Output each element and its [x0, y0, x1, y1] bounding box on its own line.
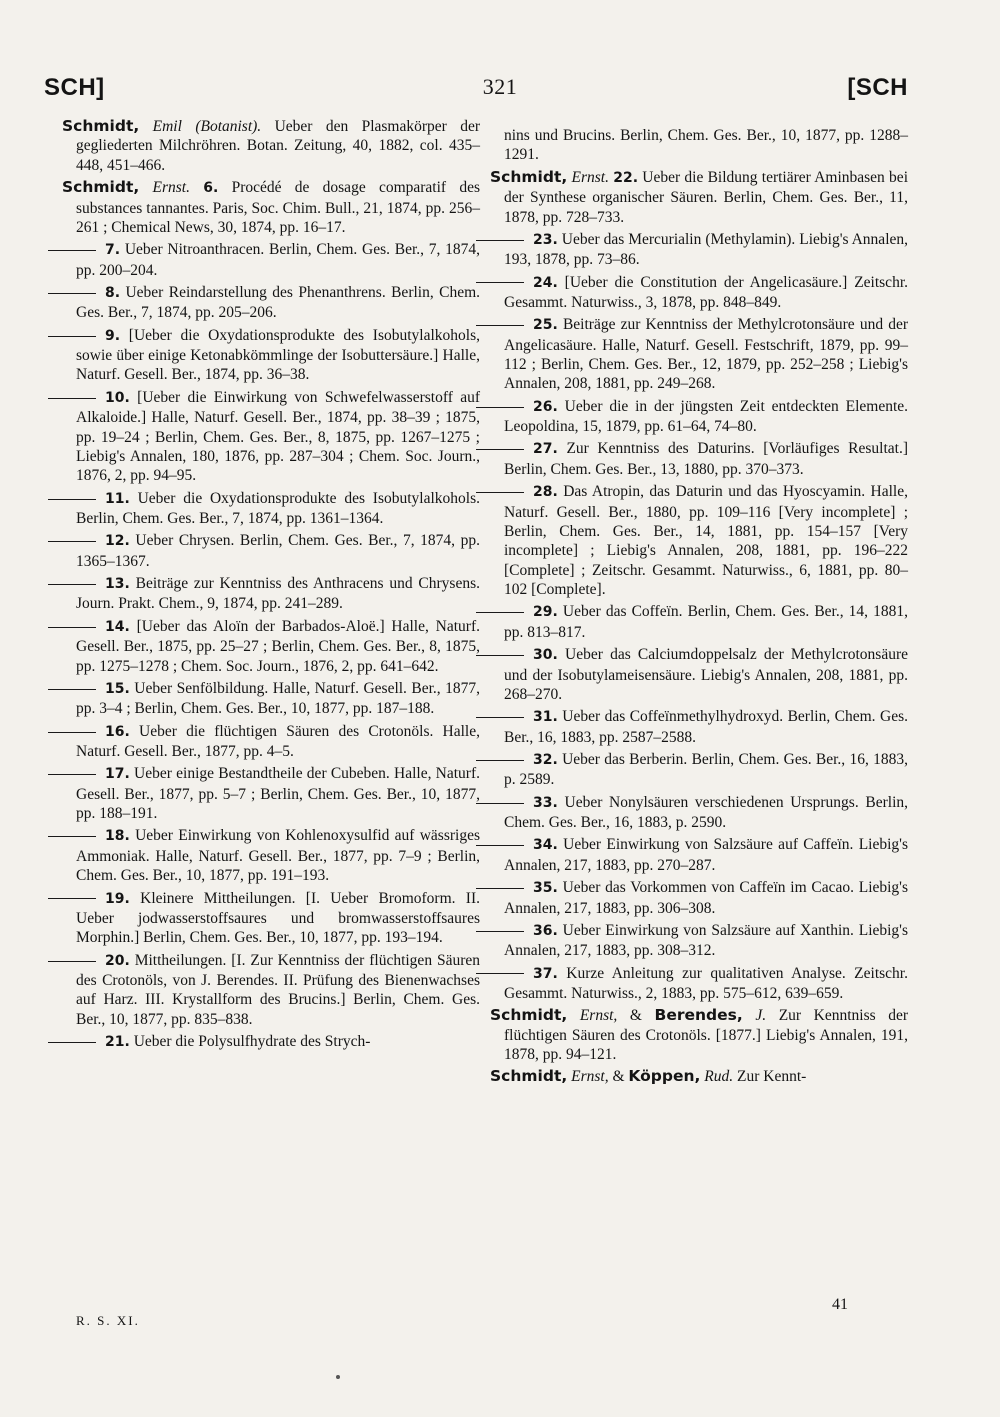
bibliography-entry [62, 617, 480, 676]
right-column [490, 126, 908, 1090]
page-number: 321 [482, 74, 518, 99]
bibliography-entry [490, 482, 908, 599]
ditto-dash [476, 973, 524, 974]
bibliography-entry [62, 764, 480, 823]
ditto-dash [476, 655, 524, 656]
ink-speck [336, 1375, 340, 1379]
entry-text: Ueber Einwirkung von Salzsäure auf Caffeïn. Liebig's Annalen, 217, 1883, pp. 270–287. [504, 836, 909, 874]
bibliography-entry [62, 489, 480, 529]
bibliography-entry [490, 645, 908, 704]
author-surname: Schmidt, [62, 178, 140, 197]
entry-number: 24. [533, 274, 558, 291]
bibliography-entry [62, 531, 480, 571]
ditto-dash [476, 449, 524, 450]
ditto-dash [476, 612, 524, 613]
author-entry [62, 117, 480, 175]
entry-number: 23. [533, 231, 558, 248]
entry-text: [Ueber das Aloïn der Barbados-Aloë.] Halle, Naturf. Gesell. Ber., 1875, pp. 25–27 ; Berlin, Chem. Ges. Ber., 8, 1875, pp. 1275–1278 ; Chem. Soc. Journ., 1876, 2, pp. 641–642. [76, 617, 481, 675]
coauthor-surname: Berendes, [654, 1006, 743, 1025]
entry-text: Ueber die in der jüngsten Zeit entdeckten Elemente. Leopoldina, 15, 1879, pp. 61–64, 74–80. [504, 397, 909, 436]
entry-number: 8. [105, 284, 121, 301]
bibliography-entry [62, 240, 480, 280]
bibliography-entry [62, 889, 480, 948]
bibliography-entry [490, 878, 908, 918]
bibliography-entry [62, 951, 480, 1030]
entry-number: 22. [613, 169, 639, 186]
author-entry [490, 1067, 908, 1086]
entry-text: Ueber das Vorkommen von Caffeïn im Cacao. Liebig's Annalen, 217, 1883, pp. 306–308. [504, 879, 909, 917]
ditto-dash [48, 499, 96, 500]
ditto-dash [476, 845, 524, 846]
ditto-dash [48, 293, 96, 294]
signature-mark: R. S. XI. [76, 1313, 140, 1328]
entry-text: Procédé de dosage comparatif des substances tannantes. Paris, Soc. Chim. Bull., 21, 1874, pp. 256–261 ; Chemical News, 30, 1874, pp. 16–17. [76, 179, 481, 236]
author-entry [62, 178, 480, 237]
bibliography-entry [62, 826, 480, 885]
entry-number: 9. [105, 327, 121, 344]
bibliography-entry [62, 722, 480, 762]
ditto-dash [48, 961, 96, 962]
ditto-dash [476, 888, 524, 889]
entry-number: 14. [105, 618, 130, 635]
bibliography-entry [490, 707, 908, 747]
author-surname: Schmidt, [490, 1067, 568, 1086]
bibliography-entry [490, 397, 908, 437]
entry-text: Ueber das Calciumdoppelsalz der Methylcrotonsäure und der Isobutylameisensäure. Liebig's Annalen, 208, 1881, pp. 268–270. [504, 646, 908, 703]
ampersand: & [612, 1068, 625, 1086]
ditto-dash [48, 1042, 96, 1043]
left-column [62, 117, 480, 1055]
bibliography-entry [62, 388, 480, 486]
entry-number: 35. [533, 880, 558, 897]
entry-number: 17. [105, 766, 130, 783]
ditto-dash [476, 492, 524, 493]
entry-number: 11. [105, 490, 130, 507]
entry-continuation [490, 126, 908, 165]
entry-text: Ueber Nonylsäuren verschiedenen Ursprungs. Berlin, Chem. Ges. Ber., 16, 1883, p. 2590. [504, 793, 909, 832]
author-surname: Schmidt, [490, 167, 568, 186]
entry-text: Ueber Einwirkung von Salzsäure auf Xanthin. Liebig's Annalen, 217, 1883, pp. 308–312. [504, 921, 909, 960]
entry-text: nins und Brucins. Berlin, Chem. Ges. Ber., 10, 1877, pp. 1288–1291. [504, 127, 908, 164]
author-entry [490, 168, 908, 227]
ditto-dash [48, 336, 96, 337]
entry-number: 27. [533, 441, 558, 458]
author-surname: Schmidt, [62, 117, 140, 135]
coauthor-given-name: Rud. [704, 1068, 734, 1086]
entry-text: Ueber das Coffeïn. Berlin, Chem. Ges. Ber., 14, 1881, pp. 813–817. [504, 603, 908, 641]
ditto-dash [476, 282, 524, 283]
ditto-dash [48, 584, 96, 585]
entry-number: 7. [105, 242, 121, 259]
entry-number: 16. [105, 723, 130, 740]
ditto-dash [48, 732, 96, 733]
entry-number: 19. [105, 890, 130, 907]
ditto-dash [48, 627, 96, 628]
entry-number: 6. [203, 180, 219, 197]
entry-number: 26. [533, 398, 558, 415]
bibliography-entry [490, 835, 908, 875]
entry-text: Ueber das Coffeïnmethylhydroxyd. Berlin, Chem. Ges. Ber., 16, 1883, pp. 2587–2588. [504, 708, 908, 746]
entry-text: Zur Kenntniss der flüchtigen Säuren des Crotonöls. [1877.] Liebig's Annalen, 191, 1878, pp. 94–121. [504, 1007, 909, 1064]
entry-text: Ueber die Polysulfhydrate des Strych- [133, 1033, 371, 1051]
entry-number: 36. [533, 922, 558, 939]
entry-text: [Ueber die Oxydationsprodukte des Isobutylalkohols, sowie über einige Ketonabkömmlinge der Isobuttersäure.] Halle, Naturf. Gesell. Ber., 1874, pp. 36–38. [76, 326, 481, 384]
entry-text: Zur Kennt- [737, 1068, 807, 1086]
entry-text: Kleinere Mittheilungen. [I. Ueber Bromoform. II. Ueber jodwasserstoffsaures und bromwasserstoffsaures Morphin.] Berlin, Chem. Ges. Ber., 10, 1877, pp. 193–194. [76, 889, 480, 947]
entry-text: Ueber die Bildung tertiärer Aminbasen bei der Synthese organischer Säuren. Berlin, Chem. Ges. Ber., 11, 1878, pp. 728–733. [504, 168, 908, 226]
ditto-dash [476, 717, 524, 718]
entry-number: 29. [533, 604, 558, 621]
entry-text: Mittheilungen. [I. Zur Kenntniss der flüchtigen Säuren des Crotonöls, von J. Berendes. II. Prüfung des Bienenwachses auf Harz. III. Krystallform des Brucins.] Berlin, Chem. Ges. Ber., 10, 1877, pp. 835–838. [76, 951, 480, 1028]
entry-number: 18. [105, 828, 130, 845]
entry-text: Zur Kenntniss des Daturins. [Vorläufiges Resultat.] Berlin, Chem. Ges. Ber., 13, 1880, pp. 370–373. [504, 440, 909, 478]
coauthor-given-name: J. [755, 1007, 767, 1025]
ditto-dash [48, 541, 96, 542]
author-given-name: Ernst, [579, 1007, 618, 1025]
entry-text: Ueber die flüchtigen Säuren des Crotonöls. Halle, Naturf. Gesell. Ber., 1877, pp. 4–5. [76, 722, 480, 760]
ditto-dash [476, 931, 524, 932]
bibliography-entry [490, 315, 908, 394]
bibliography-entry [490, 230, 908, 270]
entry-number: 34. [533, 837, 558, 854]
bibliography-entry [490, 793, 908, 833]
sheet-number: 41 [832, 1296, 848, 1313]
entry-text: Ueber Senfölbildung. Halle, Naturf. Gesell. Ber., 1877, pp. 3–4 ; Berlin, Chem. Ges. Ber., 10, 1877, pp. 187–188. [76, 679, 481, 718]
entry-number: 13. [105, 576, 130, 593]
entry-text: Ueber Nitroanthracen. Berlin, Chem. Ges. Ber., 7, 1874, pp. 200–204. [76, 241, 481, 279]
entry-text: Ueber Chrysen. Berlin, Chem. Ges. Ber., 7, 1874, pp. 1365–1367. [76, 532, 480, 570]
entry-text: Beiträge zur Kenntniss des Anthracens und Chrysens. Journ. Prakt. Chem., 9, 1874, pp. 241–289. [76, 575, 480, 613]
ditto-dash [48, 689, 96, 690]
entry-number: 25. [533, 317, 558, 334]
running-head-right: [SCH [847, 74, 908, 101]
entry-text: Kurze Anleitung zur qualitativen Analyse. Zeitschr. Gesammt. Naturwiss., 2, 1883, pp. 575–612, 639–659. [504, 964, 908, 1002]
bibliography-entry [490, 964, 908, 1004]
ditto-dash [476, 803, 524, 804]
author-qualifier: (Botanist). [195, 118, 262, 135]
entry-text: Ueber das Berberin. Berlin, Chem. Ges. Ber., 16, 1883, p. 2589. [504, 750, 908, 789]
entry-text: Beiträge zur Kenntniss der Methylcrotonsäure und der Angelicasäure. Halle, Naturf. Gesell. Festschrift, 1879, pp. 99–112 ; Berlin, Chem. Ges. Ber., 12, 1879, pp. 252–258 ; Liebig's Annalen, 208, 1881, pp. 249–268. [504, 316, 908, 393]
entry-number: 33. [533, 794, 558, 811]
entry-number: 28. [533, 484, 558, 501]
bibliography-entry [490, 602, 908, 642]
entry-text: Ueber Reindarstellung des Phenanthrens. Berlin, Chem. Ges. Ber., 7, 1874, pp. 205–206. [76, 283, 481, 322]
author-given-name: Ernst. [152, 179, 190, 197]
entry-text: Ueber die Oxydationsprodukte des Isobutylalkohols. Berlin, Chem. Ges. Ber., 7, 1874, pp. 1361–1364. [76, 489, 481, 528]
author-entry [490, 1006, 908, 1064]
entry-text: Ueber einige Bestandtheile der Cubeben. Halle, Naturf. Gesell. Ber., 1877, pp. 5–7 ; Berlin, Chem. Ges. Ber., 10, 1877, pp. 188–191. [76, 765, 481, 823]
ditto-dash [48, 836, 96, 837]
coauthor-surname: Köppen, [628, 1067, 701, 1086]
entry-text: Das Atropin, das Daturin und das Hyoscyamin. Halle, Naturf. Gesell. Ber., 1880, pp. 109–116 [Very incomplete] ; Berlin, Chem. Ges. Ber., 14, 1881, pp. 154–157 [Very incomplete] ; Liebig's Annalen, 208, 1881, pp. 196–222 [Complete] ; Zeitschr. Gesammt. Naturwiss., 6, 1881, pp. 80–102 [Complete]. [504, 483, 908, 599]
bibliography-entry [62, 679, 480, 719]
entry-number: 30. [533, 647, 558, 664]
bibliography-entry [490, 273, 908, 313]
author-given-name: Ernst. [571, 168, 609, 186]
ditto-dash [476, 760, 524, 761]
bibliography-entry [490, 750, 908, 790]
entry-text: Ueber Einwirkung von Kohlenoxysulfid auf wässriges Ammoniak. Halle, Naturf. Gesell. Ber., 1877, pp. 7–9 ; Berlin, Chem. Ges. Ber., 10, 1877, pp. 191–193. [76, 827, 481, 885]
bibliography-entry [62, 283, 480, 323]
ditto-dash [476, 407, 524, 408]
ditto-dash [48, 250, 96, 251]
ditto-dash [476, 325, 524, 326]
ditto-dash [48, 774, 96, 775]
entry-number: 20. [105, 952, 130, 969]
bibliography-entry [62, 1032, 480, 1052]
entry-text: [Ueber die Einwirkung von Schwefelwasserstoff auf Alkaloide.] Halle, Naturf. Gesell. Ber., 1874, pp. 38–39 ; 1875, pp. 19–24 ; Berlin, Chem. Ges. Ber., 8, 1875, pp. 1267–1275 ; Liebig's Annalen, 180, 1876, pp. 287–304 ; Chem. Soc. Journ., 1876, 2, pp. 94–95. [76, 388, 481, 485]
ditto-dash [48, 898, 96, 899]
bibliography-entry [490, 439, 908, 479]
running-head-left: SCH] [44, 74, 105, 101]
bibliography-entry [62, 326, 480, 385]
ditto-dash [48, 398, 96, 399]
entry-number: 12. [105, 533, 130, 550]
bibliography-entry [62, 574, 480, 614]
author-given-name: Emil [152, 118, 182, 135]
entry-number: 21. [105, 1034, 130, 1051]
bibliography-entry [490, 921, 908, 961]
entry-text: Ueber das Mercurialin (Methylamin). Liebig's Annalen, 193, 1878, pp. 73–86. [504, 230, 908, 269]
ampersand: & [629, 1007, 642, 1025]
entry-number: 10. [105, 389, 130, 406]
author-surname: Schmidt, [490, 1006, 568, 1025]
entry-text: [Ueber die Constitution der Angelicasäure.] Zeitschr. Gesammt. Naturwiss., 3, 1878, pp. 848–849. [504, 273, 908, 311]
entry-number: 37. [533, 965, 558, 982]
author-given-name: Ernst, [571, 1068, 609, 1086]
ditto-dash [476, 240, 524, 241]
entry-number: 15. [105, 680, 130, 697]
entry-number: 31. [533, 709, 558, 726]
entry-text: Ueber den Plasmakörper der gegliederten Milchröhren. Botan. Zeitung, 40, 1882, col. 435–448, 451–466. [76, 118, 481, 174]
entry-number: 32. [533, 751, 558, 768]
